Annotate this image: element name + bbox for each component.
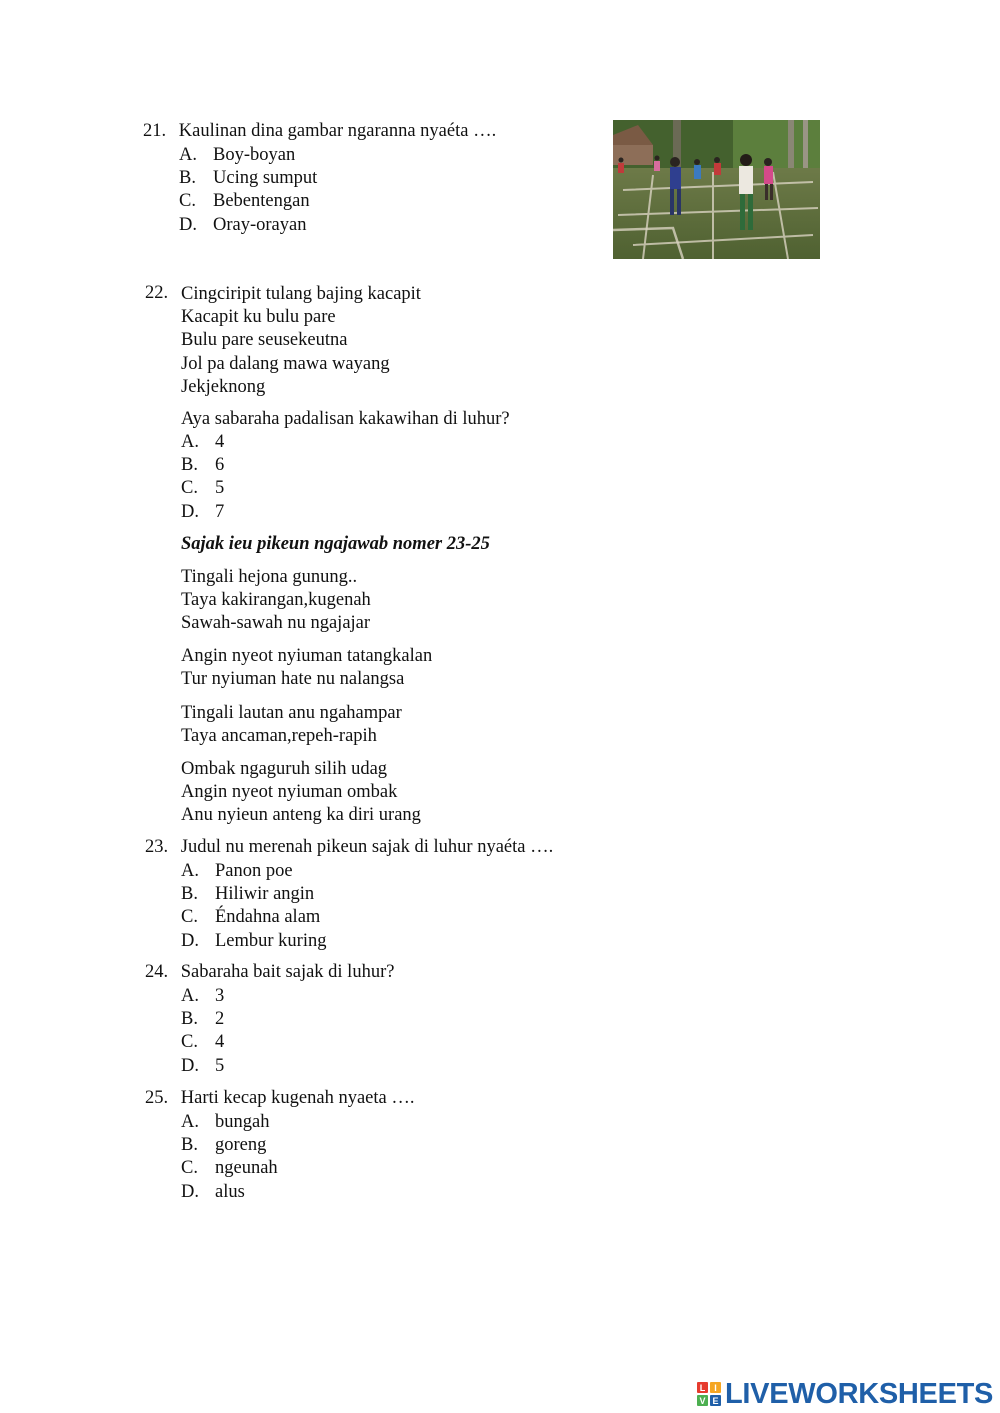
stanza-1 (181, 566, 371, 636)
question-number: 23. (145, 837, 169, 857)
option-c[interactable]: C. 5 (181, 478, 225, 499)
poem-line: Cingciripit tulang bajing kacapit (181, 284, 421, 304)
poem-line: Jol pa dalang mawa wayang (181, 353, 390, 374)
option-d[interactable]: D. alus (181, 1181, 245, 1202)
poem-line: Ombak ngaguruh silih udag (181, 759, 388, 779)
question-text: Aya sabaraha padalisan kakawihan di luhur? (181, 409, 510, 429)
logo-tile: I (710, 1382, 721, 1393)
poem-line: Anu nyieun anteng ka diri urang (181, 805, 421, 826)
option-a[interactable]: A. Panon poe (181, 861, 293, 881)
question-text: Harti kecap kugenah nyaeta …. (180, 1088, 415, 1108)
option-d[interactable]: D. 7 (181, 501, 225, 522)
poem-line: Angin nyeot nyiuman ombak (181, 782, 398, 803)
option-d[interactable]: D. Lembur kuring (181, 930, 327, 951)
option-d[interactable]: D. Oray-orayan (179, 214, 307, 235)
option-a[interactable]: A. 3 (181, 986, 225, 1006)
logo-grid-icon (697, 1382, 721, 1406)
option-c[interactable]: C. 4 (181, 1032, 225, 1053)
option-c[interactable]: C. Éndahna alam (181, 907, 321, 928)
poem-line: Taya ancaman,repeh-rapih (181, 726, 377, 747)
liveworksheets-logo[interactable] (697, 1378, 993, 1410)
poem-line: Kacapit ku bulu pare (181, 307, 336, 328)
poem-line: Sawah-sawah nu ngajajar (181, 613, 371, 634)
question-21-photo (613, 120, 820, 259)
logo-tile: L (697, 1382, 708, 1393)
option-a[interactable]: A. bungah (181, 1112, 270, 1132)
poem-line: Tingali lautan anu ngahampar (181, 703, 402, 723)
question-25-stem (145, 1088, 414, 1109)
question-22-options (181, 431, 224, 524)
poem-line: Angin nyeot nyiuman tatangkalan (181, 646, 433, 666)
option-c[interactable]: C. ngeunah (181, 1158, 278, 1179)
option-a[interactable]: A. Boy-boyan (179, 145, 296, 165)
question-number: 21. (143, 121, 167, 141)
question-23-stem (145, 837, 553, 858)
option-d[interactable]: D. 5 (181, 1055, 225, 1076)
logo-tile: V (697, 1395, 708, 1406)
question-21-stem (143, 121, 496, 142)
question-23-options (181, 860, 327, 953)
question-22-poem (181, 283, 421, 399)
question-number: 22. (145, 283, 169, 303)
option-b[interactable]: B. Hiliwir angin (181, 884, 315, 905)
logo-text: LIVEWORKSHEETS (725, 1377, 994, 1410)
question-number: 24. (145, 962, 169, 982)
option-b[interactable]: B. goreng (181, 1135, 267, 1156)
poem-line: Bulu pare seusekeutna (181, 330, 348, 351)
poem-heading: Sajak ieu pikeun ngajawab nomer 23-25 (181, 534, 490, 554)
question-number: 25. (145, 1088, 169, 1108)
stanza-3 (181, 702, 402, 748)
poem-line: Tur nyiuman hate nu nalangsa (181, 669, 405, 690)
question-text: Kaulinan dina gambar ngaranna nyaéta …. (178, 121, 497, 141)
question-24-options (181, 985, 224, 1078)
question-24-stem (145, 962, 394, 983)
stanza-2 (181, 645, 432, 691)
logo-tile: E (710, 1395, 721, 1406)
question-21-options (179, 144, 317, 237)
stanza-4 (181, 758, 421, 828)
question-text: Judul nu merenah pikeun sajak di luhur nyaéta …. (180, 837, 554, 857)
option-b[interactable]: B. 2 (181, 1009, 225, 1030)
poem-line: Jekjeknong (181, 376, 266, 397)
question-text: Sabaraha bait sajak di luhur? (180, 962, 395, 982)
poem-line: Tingali hejona gunung.. (181, 567, 358, 587)
question-25-options (181, 1111, 278, 1204)
option-a[interactable]: A. 4 (181, 432, 225, 452)
option-b[interactable]: B. 6 (181, 455, 225, 476)
option-c[interactable]: C. Bebentengan (179, 191, 310, 212)
option-b[interactable]: B. Ucing sumput (179, 168, 318, 189)
poem-line: Taya kakirangan,kugenah (181, 590, 371, 611)
